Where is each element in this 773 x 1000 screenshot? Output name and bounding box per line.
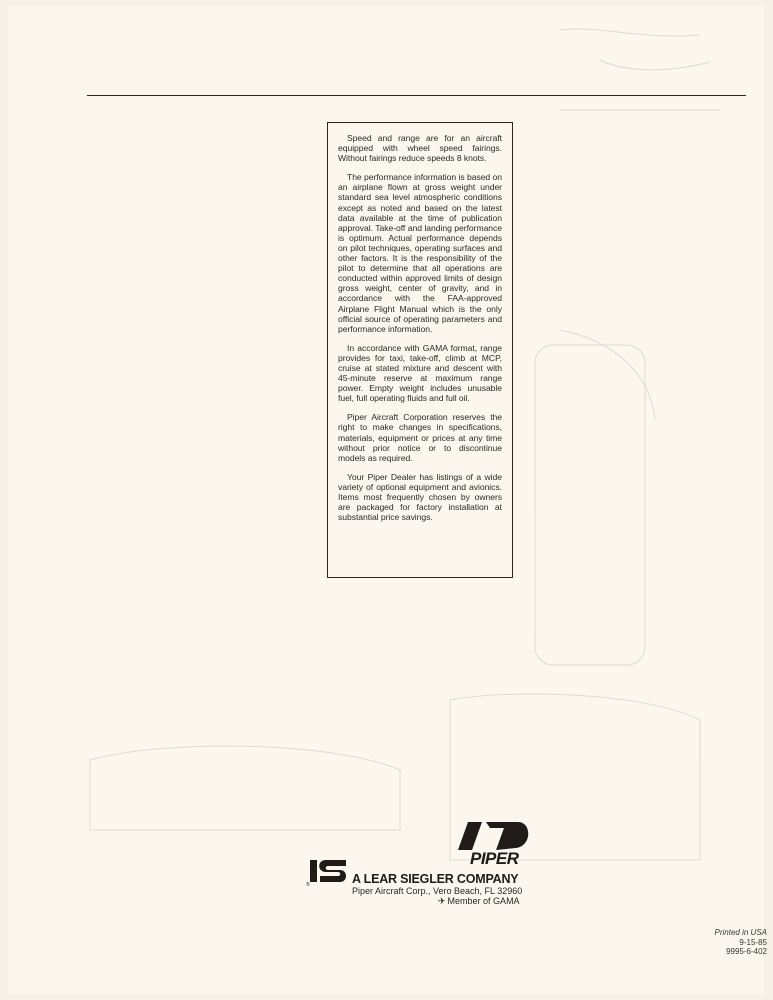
- print-info: [715, 928, 767, 957]
- branding-block: [300, 820, 540, 910]
- performance-notes-box: [327, 122, 513, 578]
- notes-paragraph-speed: Speed and range are for an aircraft equipped with wheel speed fairings. Without fairings reduce speeds 8 knots.: [338, 133, 502, 164]
- gama-text: Member of GAMA: [447, 896, 520, 906]
- notes-paragraph-performance: The performance information is based on an airplane flown at gross weight under standard sea level atmospheric conditions except as noted and based on the latest data available at the time of publication approval. Take-off and landing performance is optimum. Actual performance depends on pilot techniques, operating surfaces and other factors. It is the responsibility of the pilot to determine that all operations are conducted within approved limits of design gross weight, center of gravity, and in accordance with the FAA-approved Airplane Flight Manual which is the only official source of operating parameters and performance information.: [338, 172, 502, 334]
- svg-text:®: ®: [306, 882, 310, 886]
- company-address: Piper Aircraft Corp., Vero Beach, FL 32960: [352, 886, 523, 896]
- gama-membership: [438, 896, 520, 907]
- notes-paragraph-range: In accordance with GAMA format, range provides for taxi, take-off, climb at MCP, cruise at stated mixture and descent with 45-minute reserve at maximum range power. Empty weight includes unusable fuel, full operating fluids and full oil.: [338, 342, 502, 404]
- notes-paragraph-dealer: Your Piper Dealer has listings of a wide variety of optional equipment and avionics. Items most frequently chosen by owners are packaged for factory installation at substantial price savings.: [338, 471, 502, 523]
- notes-paragraph-changes: Piper Aircraft Corporation reserves the right to make changes in specifications, materials, equipment or prices at any time without prior notice or to discontinue models as required.: [338, 412, 502, 463]
- gama-member-icon: ✈: [438, 896, 446, 906]
- form-code: 9995-6-402: [726, 947, 767, 956]
- printed-in: Printed in USA: [714, 928, 767, 937]
- print-date: 9-15-85: [739, 937, 767, 947]
- company-name: A LEAR SIEGLER COMPANY: [352, 872, 519, 886]
- top-rule: [87, 95, 746, 96]
- lear-siegler-logo-icon: [306, 856, 350, 886]
- piper-logo-text: PIPER: [470, 849, 519, 868]
